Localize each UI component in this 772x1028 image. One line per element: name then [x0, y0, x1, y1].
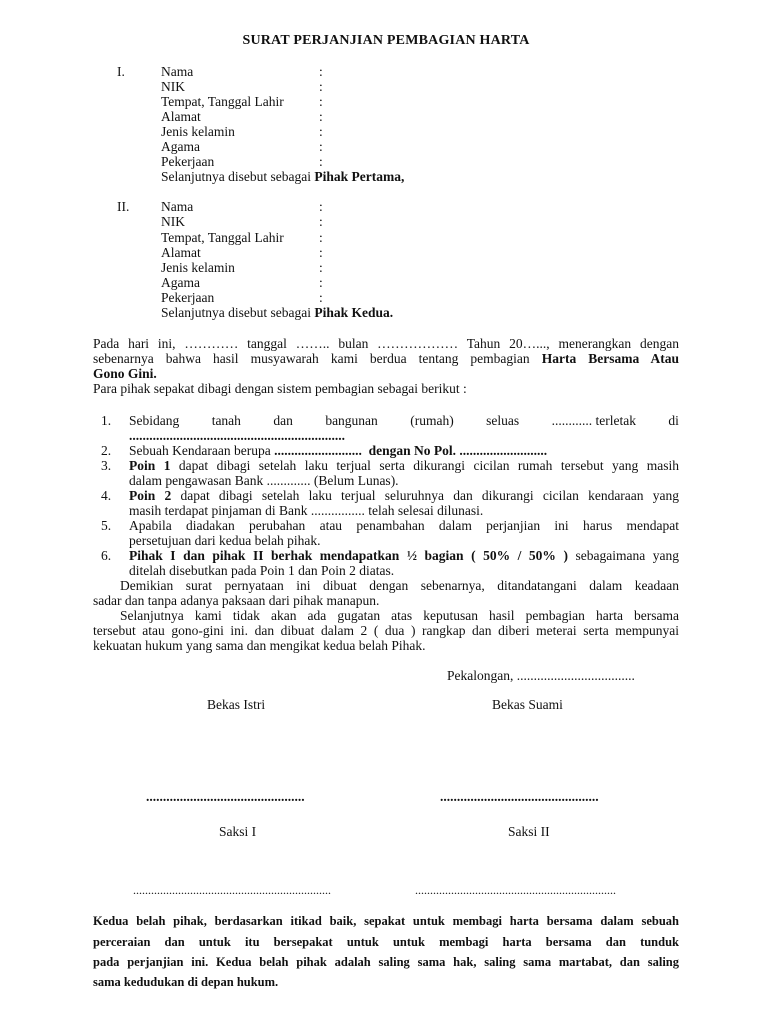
- signature-left-label: Bekas Istri: [207, 697, 266, 712]
- party2-field-alamat: Alamat: [161, 245, 201, 260]
- party2-field-nama: Nama: [161, 199, 194, 214]
- item-6-bold-lead: Pihak I dan pihak II berhak mendapatkan ½ bagian ( 50% / 50% ): [129, 548, 568, 563]
- party1-field-nik: NIK: [161, 79, 185, 94]
- item-3-number: 3.: [101, 458, 112, 473]
- intro-line-1: Pada hari ini, ………… tanggal …….. bulan ……………… Tahun 20…..., menerangkan dengan: [93, 336, 679, 351]
- item-3-bold-lead: Poin 1: [129, 458, 171, 473]
- intro-line-3: Gono Gini.: [93, 366, 157, 381]
- witness-right-label: Saksi II: [508, 824, 550, 839]
- party2-designation: [161, 305, 393, 320]
- party2-roman: II.: [117, 199, 130, 214]
- item-2-number: 2.: [101, 443, 112, 458]
- closing-p2-line-2: tersebut atau gono-gini ini. dan dibuat dalam 2 ( dua ) rangkap dan diberi meterai serta mempunyai: [93, 623, 679, 638]
- item-1-line-1: [129, 413, 679, 428]
- witness-left-line: ..................................................................: [133, 883, 331, 897]
- item-2-text: Sebuah Kendaraan berupa: [129, 443, 271, 458]
- party2-colon: :: [319, 260, 323, 275]
- item-2-dots-1: ..........................: [274, 443, 362, 458]
- item-1-word: ............ terletak: [551, 413, 636, 428]
- closing-p1-line-1: Demikian surat pernyataan ini dibuat dengan sebenarnya, ditandatangani dalam keadaan: [120, 578, 679, 593]
- item-6-line-2: ditelah disebutkan pada Poin 1 dan Poin 2 diatas.: [129, 563, 395, 578]
- item-4-number: 4.: [101, 488, 112, 503]
- party1-roman: I.: [117, 64, 125, 79]
- document-title: SURAT PERJANJIAN PEMBAGIAN HARTA: [242, 33, 530, 48]
- footer-line-2: perceraian dan untuk itu bersepakat untuk untuk membagi harta bersama dan tunduk: [93, 935, 679, 949]
- party2-colon: :: [319, 275, 323, 290]
- item-6-number: 6.: [101, 548, 112, 563]
- item-4-text: dapat dibagi setelah laku terjual seluruhnya dan dikurangi cicilan kendaraan yang: [180, 488, 680, 503]
- party2-designation-name: Pihak Kedua.: [314, 305, 394, 320]
- party1-field-nama: Nama: [161, 64, 194, 79]
- closing-p1-line-2: sadar dan tanpa adanya paksaan dari pihak manapun.: [93, 593, 380, 608]
- party1-field-ttl: Tempat, Tanggal Lahir: [161, 94, 284, 109]
- item-1-line-2: ................................................................: [129, 428, 345, 443]
- party2-colon: :: [319, 199, 323, 214]
- item-6-text: sebagaimana yang: [575, 548, 680, 563]
- party1-colon: :: [319, 94, 323, 109]
- signature-right-line: ...............................................: [440, 789, 599, 804]
- party1-colon: :: [319, 109, 323, 124]
- item-1-word: seluas: [486, 413, 520, 428]
- party1-field-agama: Agama: [161, 139, 200, 154]
- intro-line-2-bold: Harta Bersama Atau: [541, 351, 680, 366]
- party2-field-agama: Agama: [161, 275, 200, 290]
- intro-line-4: Para pihak sepakat dibagi dengan sistem pembagian sebagai berikut :: [93, 381, 467, 396]
- intro-line-2: [93, 351, 679, 366]
- item-1-word: dan: [273, 413, 293, 428]
- party1-colon: :: [319, 124, 323, 139]
- party2-field-pekerjaan: Pekerjaan: [161, 290, 215, 305]
- witness-right-line: ...................................................................: [415, 883, 616, 897]
- footer-line-3: pada perjanjian ini. Kedua belah pihak adalah saling sama hak, saling sama martabat, dan saling: [93, 955, 679, 969]
- party1-colon: :: [319, 154, 323, 169]
- item-5-line-2: persetujuan dari kedua belah pihak.: [129, 533, 321, 548]
- party1-field-jenis-kelamin: Jenis kelamin: [161, 124, 235, 139]
- intro-line-2-text: sebenarnya bahwa hasil musyawarah kami berdua tentang pembagian: [93, 351, 530, 366]
- place-date: Pekalongan, ...................................: [447, 668, 635, 683]
- item-2-dots-2: ..........................: [459, 443, 548, 458]
- party2-field-nik: NIK: [161, 214, 185, 229]
- item-1-word: tanah: [211, 413, 241, 428]
- witness-left-label: Saksi I: [219, 824, 257, 839]
- party1-designation: [161, 169, 404, 184]
- item-4-line-1: [129, 488, 679, 503]
- party2-colon: :: [319, 245, 323, 260]
- item-2-line-1: [129, 443, 547, 458]
- item-3-text: dapat dibagi setelah laku terjual serta dikurangi cicilan rumah tersebut yang masih: [178, 458, 679, 473]
- item-3-line-2: dalam pengawasan Bank ............. (Belum Lunas).: [129, 473, 399, 488]
- item-4-line-2: masih terdapat pinjaman di Bank ................ telah selesai dilunasi.: [129, 503, 484, 518]
- party1-designation-prefix: Selanjutnya disebut sebagai: [161, 169, 311, 184]
- party1-designation-name: Pihak Pertama,: [314, 169, 405, 184]
- party2-colon: :: [319, 290, 323, 305]
- item-5-number: 5.: [101, 518, 112, 533]
- item-5-line-1: Apabila diadakan perubahan atau penambahan dalam perjanjian ini harus mendapat: [129, 518, 679, 533]
- signature-left-line: ...............................................: [146, 789, 305, 804]
- footer-line-1: Kedua belah pihak, berdasarkan itikad baik, sepakat untuk membagi harta bersama dalam sebuah: [93, 914, 679, 928]
- item-3-line-1: [129, 458, 679, 473]
- item-4-bold-lead: Poin 2: [129, 488, 172, 503]
- item-1-number: 1.: [101, 413, 112, 428]
- footer-line-4: sama kedudukan di depan hukum.: [93, 975, 279, 989]
- party1-field-pekerjaan: Pekerjaan: [161, 154, 215, 169]
- party2-field-ttl: Tempat, Tanggal Lahir: [161, 230, 284, 245]
- party1-field-alamat: Alamat: [161, 109, 201, 124]
- closing-p2-line-1: Selanjutnya kami tidak akan ada gugatan atas keputusan hasil pembagian harta bersama: [120, 608, 679, 623]
- party1-colon: :: [319, 64, 323, 79]
- party2-colon: :: [319, 230, 323, 245]
- party2-field-jenis-kelamin: Jenis kelamin: [161, 260, 235, 275]
- item-1-word: (rumah): [410, 413, 454, 428]
- item-1-word: Sebidang: [129, 413, 180, 428]
- item-6-line-1: [129, 548, 679, 563]
- party1-colon: :: [319, 139, 323, 154]
- item-1-word: di: [668, 413, 679, 428]
- closing-p2-line-3: kekuatan hukum yang sama dan mengikat kedua belah Pihak.: [93, 638, 426, 653]
- party2-designation-prefix: Selanjutnya disebut sebagai: [161, 305, 311, 320]
- party2-colon: :: [319, 214, 323, 229]
- item-1-word: bangunan: [325, 413, 378, 428]
- party1-colon: :: [319, 79, 323, 94]
- signature-right-label: Bekas Suami: [492, 697, 563, 712]
- item-2-bold-mid: dengan No Pol.: [368, 443, 456, 458]
